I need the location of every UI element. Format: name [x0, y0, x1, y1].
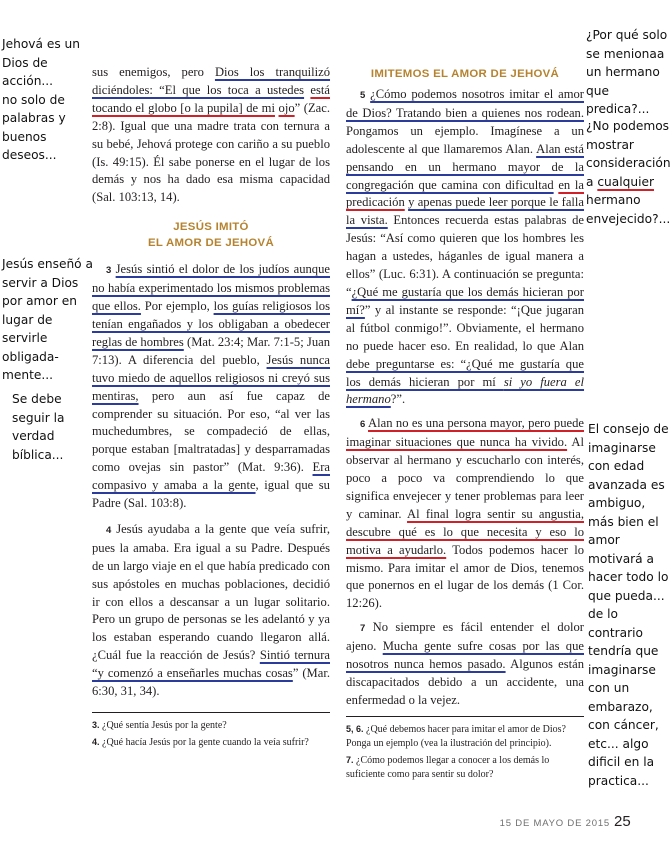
- underline-red: Alan no es una persona mayor, pero puede imaginar situaciones que nunca ha vivido.: [346, 416, 584, 450]
- question-text: ¿Qué sentía Jesús por la gente?: [102, 720, 227, 731]
- question-5-6: [346, 722, 584, 751]
- paragraph-6: [346, 415, 584, 613]
- paragraph-5: [346, 86, 584, 409]
- footer-date: 15 DE MAYO DE 2015: [499, 818, 610, 829]
- underline-blue-italic: si yo fuera el hermano: [346, 374, 585, 407]
- text-run: No siempre es fácil entender el dolor ajeno.: [346, 620, 584, 654]
- review-questions-left: [92, 718, 330, 752]
- margin-note-right-2: [586, 117, 672, 228]
- text-run: ” (Zac. 2:8). Igual que una madre trata con ternura a su bebé, Jehová protege con cariño a su pueblo (Is. 49:15). Él sabe ponerse en el lugar de los demás y nos ha dado esa misma capacidad (Sal. 103:13, 14).: [92, 100, 330, 205]
- text-run: Por ejemplo,: [140, 299, 214, 314]
- paragraph-number: 3: [106, 265, 112, 277]
- text-run: Entonces recuerda estas palabras de Jesús: “Así como quieren que los hombres les hagan a ustedes, háganles de igual manera a ellos” (Luc. 6:31). A continuación se pregunta: “: [346, 213, 584, 299]
- margin-note-right-2-c: hermano envejecido?...: [586, 193, 671, 226]
- underline-blue: Alan está pensando en un hermano mayor de la congregación que camina con dificultad: [346, 141, 584, 192]
- section-heading-jesus: [92, 219, 330, 251]
- text-run: pero aun así fue capaz de comprender su situación. Por eso, “al ver las muchedumbres, se compadeció de ellas, porque estaban [maltratadas] y desparramadas como ovejas sin pastor” (Mat. 9:36).: [92, 388, 330, 475]
- question-text: ¿Qué debemos hacer para imitar el amor de Dios? Ponga un ejemplo (vea la ilustración del principio).: [346, 724, 566, 749]
- underline-blue: Jesús sintió el dolor de los judíos aunque no había experimentado los mismos problemas que ellos.: [92, 262, 330, 314]
- underline-red: ojo: [278, 100, 295, 115]
- underline-blue: Dios los tranquilizó: [214, 65, 331, 79]
- margin-note-right-3: El consejo de imaginarse con edad avanzada es ambiguo, más bien el amor motivará a hacer todo lo que pueda... de lo contrario tendría que imaginarse con un embarazo, con cáncer, etc... algo dificil en la practica...: [588, 422, 669, 788]
- paragraph-2-continued: [92, 64, 330, 207]
- text-run: ” y al instante se responde: “¡Que jugaran al fútbol conmigo!”. Obviamente, el hermano no puede hacer eso. En realidad, lo que Alan: [346, 302, 584, 353]
- text-run: sus enemigos, pero: [92, 65, 215, 79]
- underline-red: Al final logra sentir su angustia, descubre qué es lo que necesita y eso lo motiva a ayudarlo.: [346, 506, 584, 557]
- paragraph-number: 6: [360, 419, 366, 431]
- underline-blue: ¿Cómo podemos nosotros imitar el amor de Dios? Tratando bien a quienes nos rodean.: [346, 87, 584, 120]
- question-3: [92, 718, 330, 733]
- right-column: [346, 86, 584, 710]
- paragraph-7: [346, 619, 584, 710]
- section-heading-imitemos: IMITEMOS EL AMOR DE JEHOVÁ: [370, 68, 560, 80]
- question-number: 4.: [92, 737, 100, 747]
- left-column: [92, 64, 330, 701]
- question-7: [346, 753, 584, 782]
- question-4: [92, 735, 330, 750]
- question-text: ¿Qué hacía Jesús por la gente cuando la veía sufrir?: [102, 737, 309, 748]
- text-run: ” (Mar. 6:30, 31, 34).: [92, 666, 330, 699]
- margin-note-left-2: Jesús enseñó a servir a Dios por amor en lugar de servirle obligada- mente...: [2, 257, 93, 382]
- question-number: 3.: [92, 720, 100, 730]
- text-run: ?”.: [390, 392, 406, 407]
- questions-divider-right: [346, 716, 584, 717]
- margin-note-left-1: Jehová es un Dios de acción... no solo de palabras y buenos deseos...: [2, 37, 80, 162]
- question-number: 5, 6.: [346, 724, 364, 734]
- text-run: Todos podemos hacer lo mismo. Para imitar el amor de Dios, tenemos que ponernos en el lugar de los demás (1 Cor. 12:26).: [346, 542, 584, 611]
- margin-note-left-3: Se debe seguir la verdad bíblica...: [12, 392, 65, 462]
- underline-blue: diciéndoles: “El que los toca a ustedes: [92, 82, 305, 97]
- paragraph-number: 4: [106, 524, 112, 536]
- underline-blue: Jesús nunca tuvo miedo de aquellos religiosos ni creyó sus mentiras,: [92, 352, 330, 403]
- margin-note-right-1: ¿Por qué solo se menionaa un hermano que predica?...: [586, 28, 668, 116]
- questions-divider-left: [92, 712, 330, 713]
- underline-blue: Era compasivo y amaba a la gente: [92, 460, 330, 493]
- text-run: Pongamos un ejemplo. Imagínese a un adolescente al que llamaremos Alan.: [346, 123, 584, 156]
- question-number: 7.: [346, 755, 354, 765]
- text-run: Jesús ayudaba a la gente que veía sufrir, pues la amaba. Era igual a su Padre. Después de un largo viaje en el que había predicado con sus apóstoles en muchas poblaciones, decidió ir con ellos a descansar a un lugar solitario. Pero un grupo de personas se les adelantó y ya los estaban esperando cuando llegaron allá. ¿Cuál fue la reacción de Jesús?: [92, 521, 330, 663]
- paragraph-3: [92, 261, 330, 513]
- section-heading-line-2: EL AMOR DE JEHOVÁ: [148, 237, 274, 250]
- text-run: , igual que su Padre (Sal. 103:8).: [92, 478, 330, 511]
- text-run: Al observar al hermano y escucharlo con interés, poco a poco va comprendiendo lo que significa envejecer y tener problemas para leer y caminar.: [346, 435, 584, 521]
- text-run: (Mat. 23:4; Mar. 7:1-5; Juan 7:13). A diferencia del pueblo,: [92, 334, 330, 367]
- paragraph-4: [92, 521, 330, 701]
- underline-blue: Sintió ternura “y comenzó a enseñarles muchas cosas: [92, 648, 330, 681]
- review-questions-right: [346, 722, 584, 784]
- question-text: ¿Cómo podemos llegar a conocer a los demás lo suficiente como para sentir su dolor?: [346, 755, 550, 780]
- section-heading-line-1: JESÚS IMITÓ: [173, 221, 249, 234]
- underline-blue: y apenas puede leer porque le falla la vista.: [346, 195, 585, 228]
- text-run: Algunos están discapacitados debido a un accidente, una enfermedad o la vejez.: [346, 657, 584, 707]
- underline-blue: los guías religiosos los tenían engañados y los obligaban a obedecer reglas de hombres: [92, 299, 330, 349]
- paragraph-number: 7: [360, 623, 366, 635]
- underline-red: está tocando el globo [o la pupila] de mi: [92, 82, 330, 115]
- page-number: 25: [614, 813, 631, 830]
- paragraph-number: 5: [360, 90, 366, 101]
- underline-blue: debe preguntarse es: “¿Qué me gustaría que los demás hicieran por mí: [346, 356, 584, 389]
- margin-note-right-2-underlined: cualquier: [597, 174, 654, 189]
- underline-red: en la predicación: [346, 177, 585, 210]
- underline-blue: Mucha gente sufre cosas por las que nosotros nunca hemos pasado.: [346, 639, 584, 672]
- margin-note-right-2-a: ¿No podemos mostrar consideración a: [586, 119, 671, 189]
- underline-blue: ¿Qué me gustaría que los demás hicieran por mí?: [346, 284, 584, 317]
